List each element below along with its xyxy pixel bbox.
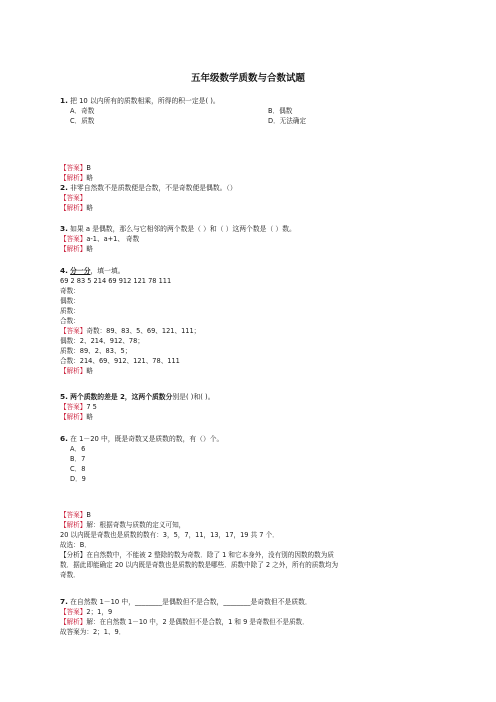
analysis-value: 略 (86, 245, 93, 253)
question-2 (60, 183, 440, 213)
blank-prime: 质数： (60, 307, 80, 315)
question-text-emphasis: 两个质数的差是 2，这两个质数分 (70, 393, 173, 401)
question-text: 如果 a 是偶数，那么与它相邻的两个数是（ ）和（ ）这两个数是（ ）数。 (70, 225, 296, 233)
analysis-line-5: 数．据此即能确定 20 以内既是奇数也是质数的数是哪些．质数中除了 2 之外，所有的质数均为 (60, 561, 339, 569)
analysis-value: 略 (86, 413, 93, 421)
question-number: 6. (60, 434, 68, 443)
analysis-label: 【解析】 (60, 174, 87, 182)
analysis-label: 【解析】 (60, 618, 87, 626)
option-b: B．偶数 (268, 107, 293, 115)
question-text-emphasis: 分一分 (70, 267, 91, 275)
question-number: 5. (60, 392, 68, 401)
option-d: D．无法确定 (268, 117, 307, 125)
option-a: A．奇数 (70, 107, 95, 115)
question-number: 4. (60, 266, 68, 275)
question-5 (60, 392, 440, 422)
answer-label: 【答案】 (60, 164, 87, 172)
answer-prime: 质数：89、2、83、5； (60, 347, 132, 355)
question-text: 在 1－20 中，既是奇数又是质数的数，有（）个。 (70, 435, 224, 443)
document-title: 五年级数学质数与合数试题 (190, 73, 305, 84)
analysis-value: 略 (86, 174, 93, 182)
answer-label: 【答案】 (60, 403, 87, 411)
answer-label: 【答案】 (60, 235, 87, 243)
analysis-label: 【解析】 (60, 204, 87, 212)
analysis-label: 【解析】 (60, 413, 87, 421)
blank-odd: 奇数： (60, 287, 80, 295)
analysis-line-6: 奇数． (60, 571, 80, 579)
answer-label: 【答案】 (60, 327, 87, 335)
option-a: A．6 (70, 445, 86, 453)
option-d: D．9 (70, 475, 86, 483)
blank-even: 偶数： (60, 297, 80, 305)
answer-label: 【答案】 (60, 194, 87, 202)
analysis-line-1: 解：在自然数 1－10 中，2 是偶数但不是合数，1 和 9 是奇数但不是质数． (86, 618, 309, 626)
answer-label: 【答案】 (60, 608, 87, 616)
answer-odd: 奇数：89、83、5、69、121、111； (86, 327, 201, 335)
answer-composite: 合数：214、69、912、121、78、111 (60, 357, 180, 365)
question-7 (60, 597, 440, 637)
answer-value: 7 5 (86, 403, 97, 411)
analysis-value: 略 (86, 204, 93, 212)
question-number: 1. (60, 96, 68, 105)
analysis-label: 【解析】 (60, 367, 87, 375)
answer-even: 偶数：2、214、912、78； (60, 337, 144, 345)
analysis-line-4: 【分析】在自然数中，不能被 2 整除的数为奇数．除了 1 和它本身外，没有别的因数的数为质 (60, 551, 334, 559)
question-1 (60, 96, 440, 126)
question-text: ，填一填。 (90, 267, 125, 275)
analysis-line-3: 故选：B． (60, 541, 91, 549)
question-number: 7. (60, 597, 68, 606)
option-b: B．7 (70, 455, 86, 463)
question-3 (60, 224, 440, 254)
blank-composite: 合数： (60, 317, 80, 325)
answer-value: 2；1，9 (86, 608, 113, 616)
answer-value: a-1、a+1、 奇数 (86, 235, 140, 243)
question-text: 非零自然数不是质数便是合数，不是奇数便是偶数。（） (70, 184, 237, 192)
answer-1 (60, 163, 440, 183)
option-c: C．8 (70, 465, 86, 473)
question-number: 3. (60, 224, 68, 233)
answer-value: B (86, 164, 91, 172)
analysis-line-2: 故答案为：2；1、9． (60, 628, 126, 636)
question-6 (60, 434, 440, 484)
answer-label: 【答案】 (60, 511, 87, 519)
analysis-label: 【解析】 (60, 245, 87, 253)
analysis-line-2: 20 以内既是奇数也是质数的数有：3，5，7，11，13，17，19 共 7 个． (60, 531, 279, 539)
number-list: 69 2 83 5 214 69 912 121 78 111 (60, 277, 172, 285)
analysis-value: 略 (86, 367, 93, 375)
answer-6 (60, 510, 440, 580)
question-text: 把 10 以内所有的质数相乘，所得的积一定是( )。 (70, 97, 220, 105)
analysis-label: 【解析】 (60, 521, 87, 529)
question-4 (60, 266, 440, 376)
question-text: 在自然数 1－10 中，________是偶数但不是合数，________是奇数但不是质数． (70, 598, 312, 606)
question-text: 别是( )和( )。 (172, 393, 215, 401)
option-c: C．质数 (70, 117, 95, 125)
answer-value: B (86, 511, 91, 519)
question-number: 2. (60, 183, 68, 192)
analysis-line-1: 解：根据奇数与质数的定义可知， (86, 521, 186, 529)
